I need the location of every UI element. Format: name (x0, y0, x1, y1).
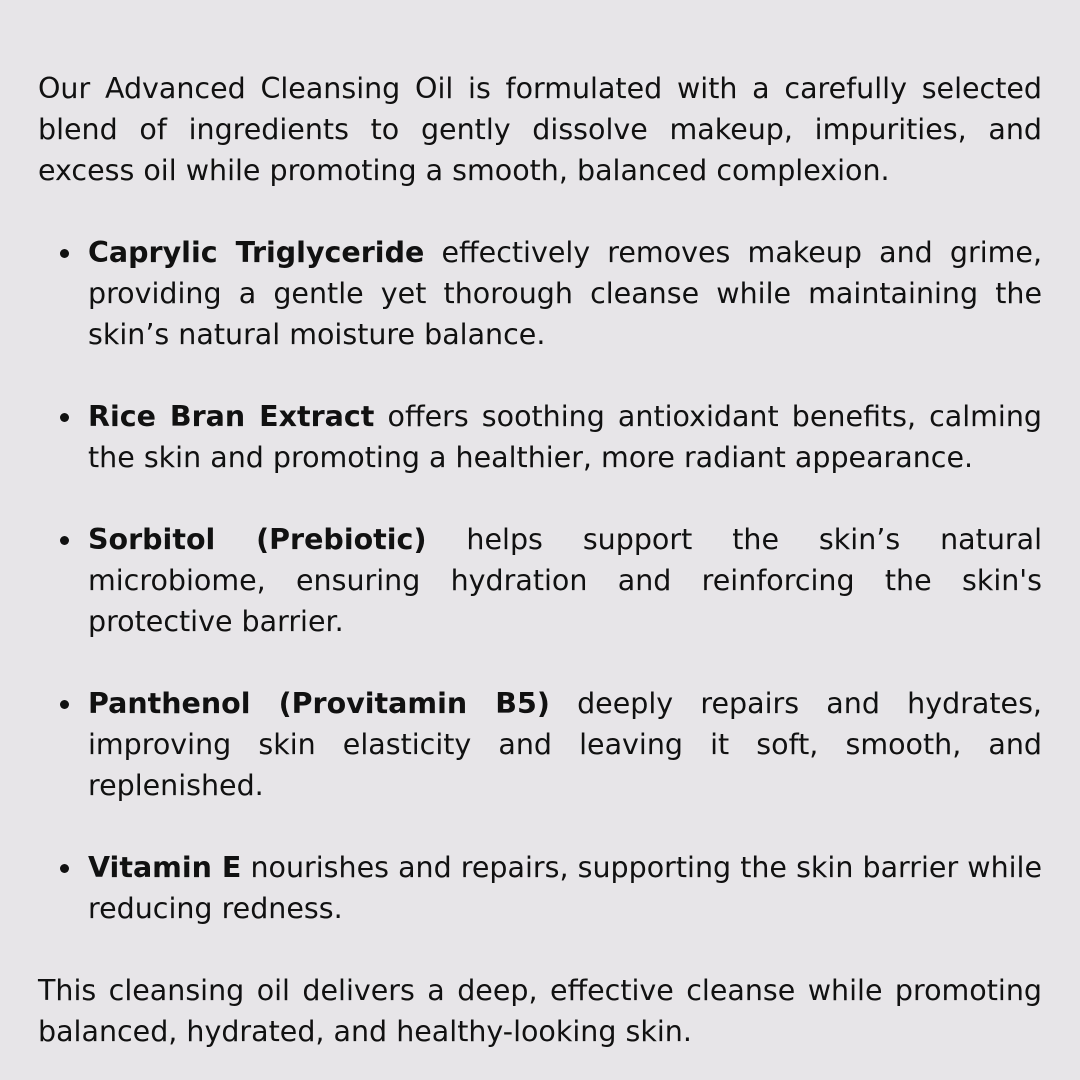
ingredient-name: Rice Bran Extract (88, 400, 375, 433)
bullet-icon (60, 536, 69, 545)
ingredient-item-rice-bran-extract (38, 396, 1042, 478)
ingredient-description: offers soothing antioxidant benefits, calming the skin and promoting a healthier, more radiant appearance. (88, 400, 1042, 474)
bullet-icon (60, 249, 69, 258)
ingredient-name: Caprylic Triglyceride (88, 236, 425, 269)
ingredient-description: nourishes and repairs, supporting the skin barrier while reducing redness. (88, 851, 1043, 925)
ingredient-name: Vitamin E (88, 851, 242, 884)
ingredient-list (38, 232, 1042, 929)
ingredient-description: deeply repairs and hydrates, improving skin elasticity and leaving it soft, smooth, and replenished. (88, 687, 1042, 802)
ingredient-name: Sorbitol (Prebiotic) (88, 523, 427, 556)
ingredient-item-vitamin-e (38, 847, 1042, 929)
ingredient-item-panthenol (38, 683, 1042, 806)
ingredient-description: helps support the skin’s natural microbiome, ensuring hydration and reinforcing the skin's protective barrier. (88, 523, 1042, 638)
ingredient-description: effectively removes makeup and grime, providing a gentle yet thorough cleanse while maintaining the skin’s natural moisture balance. (88, 236, 1042, 351)
outro-paragraph: This cleansing oil delivers a deep, effective cleanse while promoting balanced, hydrated, and healthy-looking skin. (38, 974, 1042, 1048)
bullet-icon (60, 864, 69, 873)
intro-paragraph: Our Advanced Cleansing Oil is formulated with a carefully selected blend of ingredients to gently dissolve makeup, impurities, and excess oil while promoting a smooth, balanced complexion. (38, 72, 1042, 187)
ingredient-name: Panthenol (Provitamin B5) (88, 687, 550, 720)
ingredient-item-caprylic-triglyceride (38, 232, 1042, 355)
ingredient-item-sorbitol (38, 519, 1042, 642)
bullet-icon (60, 413, 69, 422)
bullet-icon (60, 700, 69, 709)
